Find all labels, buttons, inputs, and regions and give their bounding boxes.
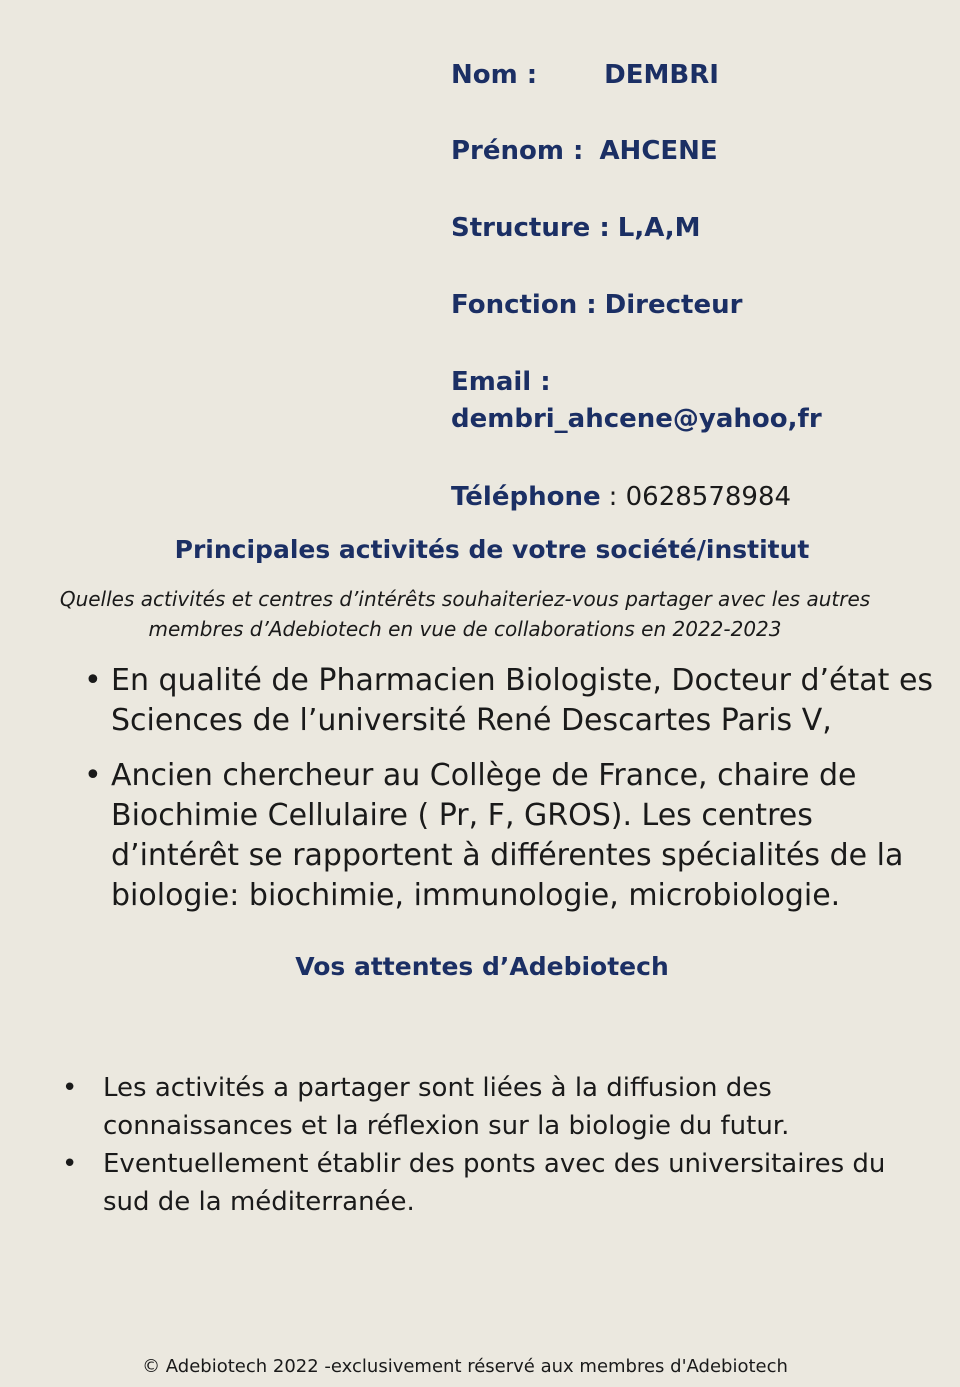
list-item-text: En qualité de Pharmacien Biologiste, Docteur d’état es Sciences de l’université René Descartes Paris V, (111, 663, 934, 738)
list-item (62, 1069, 912, 1145)
activities-subtitle (40, 584, 890, 644)
nom-label: Nom : (451, 60, 538, 90)
fonction-value: Directeur (604, 290, 743, 320)
expectations-title: Vos attentes d’Adebiotech (295, 952, 669, 981)
nom-value: DEMBRI (604, 60, 719, 90)
telephone-label: Téléphone (451, 482, 601, 512)
activities-subtitle-line-2: membres d’Adebiotech en vue de collaborations en 2022-2023 (148, 617, 782, 641)
email-value: dembri_ahcene@yahoo,fr (451, 404, 822, 434)
list-item (62, 1145, 912, 1221)
list-item-text: Ancien chercheur au Collège de France, chaire de Biochimie Cellulaire ( Pr, F, GROS). Les centres d’intérêt se rapportent à différentes spécialités de la biologie: biochimie, immunologie, microbiologie. (111, 758, 904, 913)
structure-row (451, 213, 701, 243)
bullet-icon: • (62, 1149, 78, 1179)
bullet-icon: • (62, 1073, 78, 1103)
telephone-value: : 0628578984 (608, 482, 792, 512)
bullet-icon: • (84, 758, 102, 793)
email-label: Email : (451, 367, 551, 397)
prenom-label: Prénom : (451, 136, 584, 166)
list-item-text: Les activités a partager sont liées à la diffusion des connaissances et la réflexion sur la biologie du futur. (103, 1073, 790, 1141)
activities-list (84, 661, 934, 931)
list-item (84, 756, 934, 916)
footer-copyright: © Adebiotech 2022 -exclusivement réservé aux membres d'Adebiotech (142, 1356, 788, 1377)
list-item (84, 661, 934, 741)
structure-value: L,A,M (617, 213, 701, 243)
activities-title: Principales activités de votre société/institut (174, 535, 810, 564)
prenom-row (451, 136, 718, 166)
structure-label: Structure : (451, 213, 610, 243)
telephone-row (451, 482, 791, 512)
fonction-label: Fonction : (451, 290, 597, 320)
fonction-row (451, 290, 742, 320)
prenom-value: AHCENE (599, 136, 718, 166)
expectations-list (62, 1069, 912, 1221)
activities-subtitle-line-1: Quelles activités et centres d’intérêts souhaiteriez-vous partager avec les autres (59, 587, 871, 611)
list-item-text: Eventuellement établir des ponts avec des universitaires du sud de la méditerranée. (103, 1149, 886, 1217)
bullet-icon: • (84, 663, 102, 698)
nom-row (451, 60, 719, 90)
